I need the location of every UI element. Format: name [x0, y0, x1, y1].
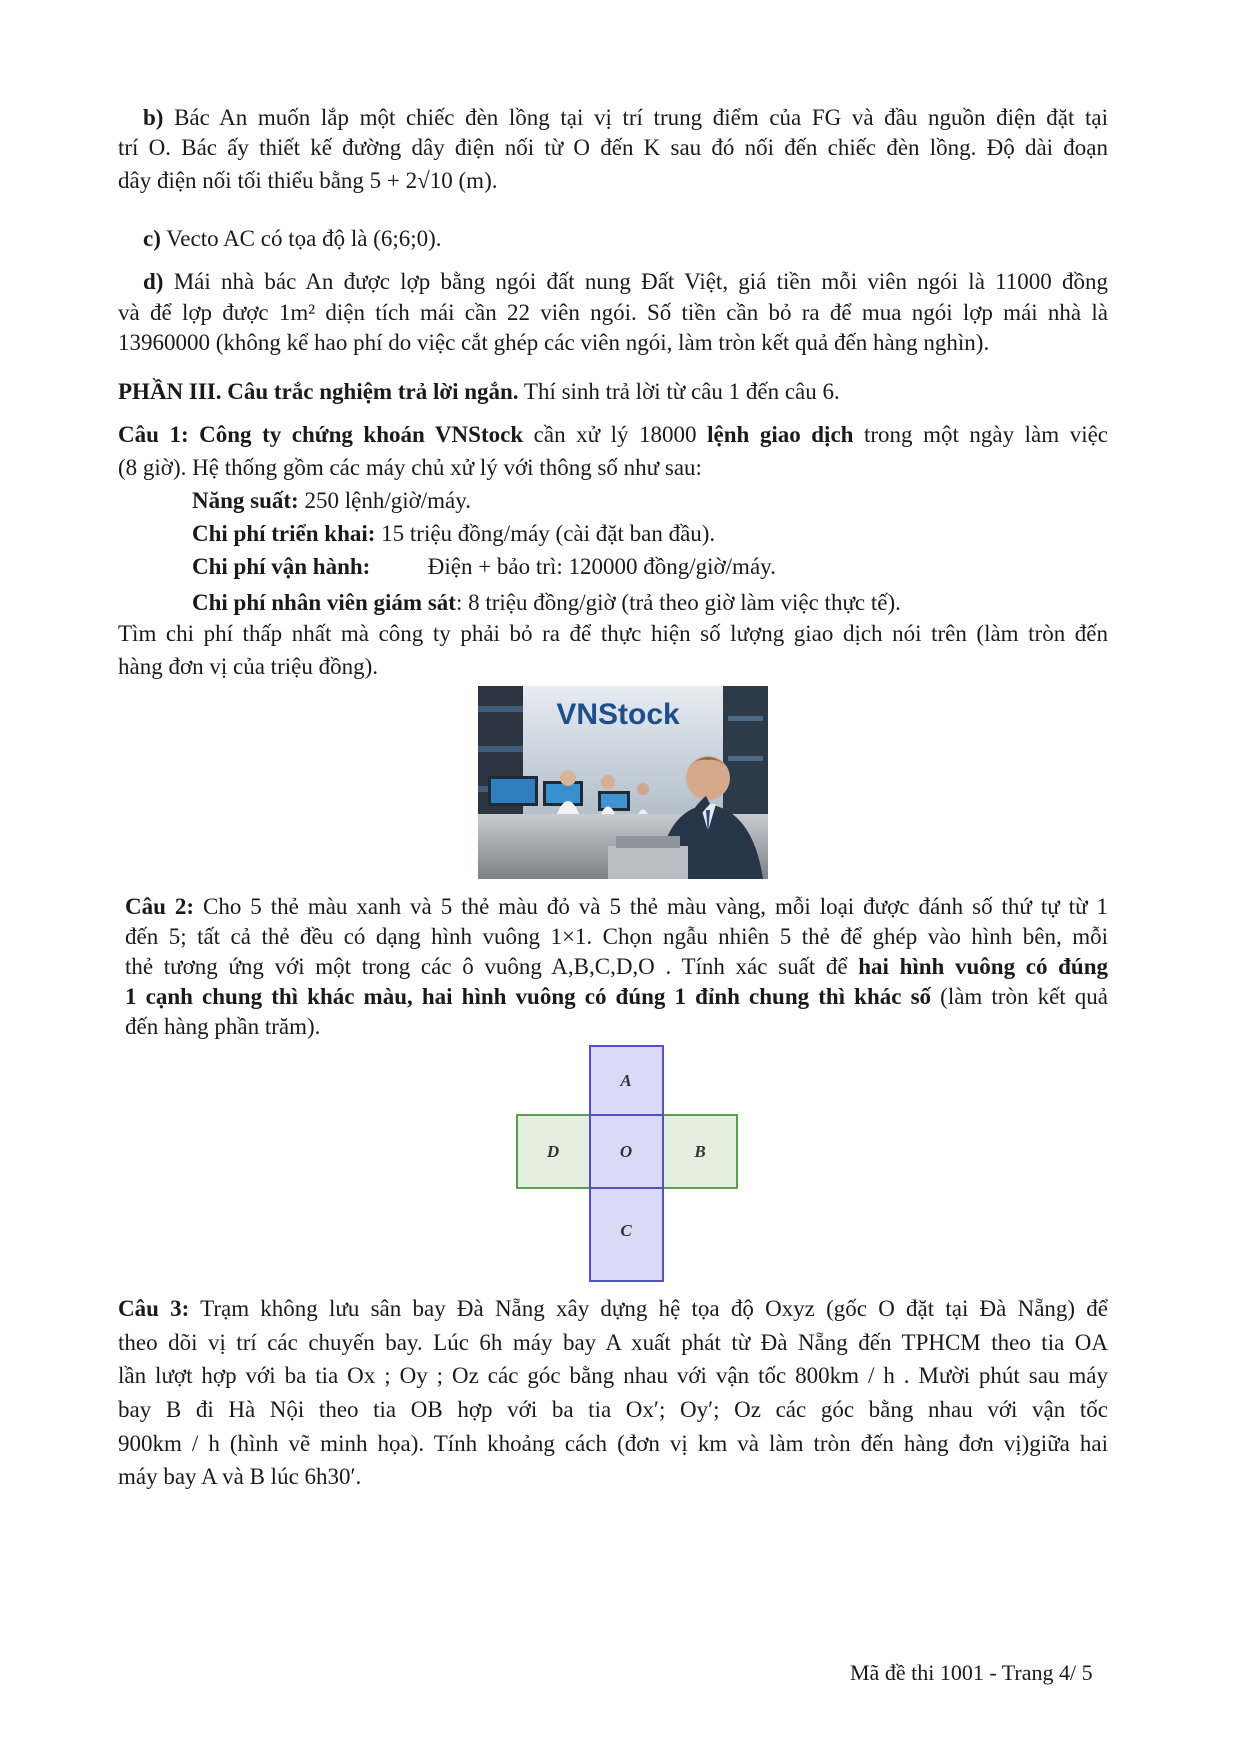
q1-text-c: trong một ngày làm việc — [864, 422, 1109, 447]
q3-line-5: 900km / h (hình vẽ minh họa). Tính khoảng cách (đơn vị km và làm tròn đến hàng đơn vị)giữa hai — [118, 1431, 1108, 1456]
q3-text-1: Trạm không lưu sân bay Đà Nẵng xây dựng hệ tọa độ Oxyz (gốc O đặt tại Đà Nẵng) để — [200, 1296, 1108, 1321]
q2-line-2: đến 5; tất cả thẻ đều có dạng hình vuông 1×1. Chọn ngẫu nhiên 5 thẻ để ghép vào hình bên, mỗi — [125, 924, 1108, 949]
q3-line-4: bay B đi Hà Nội theo tia OB hợp với ba tia Ox′; Oy′; Oz các góc bằng nhau với vận tốc — [118, 1397, 1108, 1422]
q2-text-3a: thẻ tương ứng với một trong các ô vuông A,B,C,D,O . Tính xác suất để — [125, 954, 848, 979]
q1-ask-2: hàng đơn vị của triệu đồng). — [118, 654, 378, 679]
q2-line-1 — [125, 890, 1108, 923]
q2-line-4 — [125, 980, 1108, 1013]
q2-text-1: Cho 5 thẻ màu xanh và 5 thẻ màu đỏ và 5 thẻ màu vàng, mỗi loại được đánh số thứ tự từ 1 — [203, 894, 1109, 919]
q1-spec-3-label: Chi phí vận hành: — [192, 554, 371, 579]
q1-spec-4-label: Chi phí nhân viên giám sát — [192, 590, 456, 615]
vnstock-office-photo — [478, 686, 768, 879]
cell-b-label: B — [694, 1142, 706, 1161]
part-b-text-1: Bác An muốn lắp một chiếc đèn lồng tại vị trí trung điểm của FG và đầu nguồn điện đặt tại — [174, 105, 1108, 130]
q2-label: Câu 2: — [125, 894, 195, 919]
q1-spec-4 — [192, 586, 901, 619]
part3-instruction: Thí sinh trả lời từ câu 1 đến câu 6. — [523, 379, 840, 404]
part-b-line-2: trí O. Bác ấy thiết kế đường dây điện nối từ O đến K sau đó nối đến chiếc đèn lồng. Độ dài đoạn — [118, 135, 1108, 160]
part-b-line-1 — [143, 101, 1108, 134]
part-d-line-3: 13960000 (không kể hao phí do việc cắt ghép các viên ngói, làm tròn kết quả đến hàng nghìn). — [118, 330, 990, 355]
office-scene-illustration — [478, 686, 768, 879]
q1-label: Câu 1: — [118, 422, 189, 447]
part3-heading: PHẦN III. Câu trắc nghiệm trả lời ngắn. — [118, 379, 519, 404]
q2-line-5: đến hàng phần trăm). — [125, 1014, 321, 1039]
q1-spec-2-label: Chi phí triển khai: — [192, 521, 376, 546]
part3-heading-line — [118, 375, 840, 408]
cell-d-label: D — [546, 1142, 560, 1161]
q3-line-1 — [118, 1292, 1108, 1325]
q1-bold-b: lệnh giao dịch — [707, 422, 854, 447]
part-c-text: Vecto AC có tọa độ là (6;6;0). — [166, 226, 442, 251]
vnstock-wall-sign: VNStock — [556, 698, 680, 731]
part-b-line-3: dây điện nối tối thiểu bằng 5 + 2√10 (m). — [118, 168, 498, 193]
part-d-line-2: và để lợp được 1m² diện tích mái cần 22 viên ngói. Số tiền cần bỏ ra để mua ngói lợp mái nhà là — [118, 300, 1108, 325]
q1-spec-2-value: 15 triệu đồng/máy (cài đặt ban đầu). — [381, 521, 716, 546]
q1-company: Công ty chứng khoán VNStock — [199, 422, 524, 447]
part-c-label: c) — [143, 226, 161, 251]
part-d-text-1: Mái nhà bác An được lợp bằng ngói đất nung Đất Việt, giá tiền mỗi viên ngói là 11000 đồng — [173, 269, 1109, 294]
q2-text-3b: hai hình vuông có đúng — [858, 954, 1108, 979]
q1-text-a: cần xử lý 18000 — [533, 422, 697, 447]
q3-line-3: lần lượt hợp với ba tia Ox ; Oy ; Oz các góc bằng nhau với vận tốc 800km / h . Mười phút sau máy — [118, 1363, 1108, 1388]
q2-text-4c: (làm tròn kết quả — [940, 984, 1108, 1009]
q3-line-2: theo dõi vị trí các chuyến bay. Lúc 6h máy bay A xuất phát từ Đà Nẵng đến TPHCM theo tia OA — [118, 1330, 1108, 1355]
cell-c-label: C — [620, 1221, 632, 1240]
part-c-line — [143, 222, 442, 255]
page-footer: Mã đề thi 1001 - Trang 4/ 5 — [850, 1660, 1093, 1685]
q1-ask-1: Tìm chi phí thấp nhất mà công ty phải bỏ ra để thực hiện số lượng giao dịch nói trên (làm tròn đến — [118, 621, 1108, 646]
part-b-label: b) — [143, 105, 164, 130]
q3-label: Câu 3: — [118, 1296, 190, 1321]
q2-line-3 — [125, 950, 1108, 983]
cross-grid-figure — [512, 1044, 742, 1284]
q3-line-6: máy bay A và B lúc 6h30′. — [118, 1464, 362, 1489]
q1-spec-1 — [192, 484, 471, 517]
q1-spec-3-value: Điện + bảo trì: 120000 đồng/giờ/máy. — [427, 554, 776, 579]
q1-spec-4-value: : 8 triệu đồng/giờ (trả theo giờ làm việc thực tế). — [455, 590, 901, 615]
part-d-label: d) — [143, 269, 164, 294]
cell-a-label: A — [620, 1071, 632, 1090]
part-d-line-1 — [143, 265, 1108, 298]
q1-spec-3 — [192, 550, 776, 583]
q1-spec-2 — [192, 517, 715, 550]
q1-spec-1-label: Năng suất: — [192, 488, 299, 513]
q1-spec-1-value: 250 lệnh/giờ/máy. — [304, 488, 472, 513]
cell-o-label: O — [619, 1142, 633, 1161]
q1-line-2: (8 giờ). Hệ thống gồm các máy chủ xử lý với thông số như sau: — [118, 455, 702, 480]
q2-text-4b: 1 cạnh chung thì khác màu, hai hình vuông có đúng 1 đỉnh chung thì khác số — [125, 984, 932, 1009]
q1-line-1 — [118, 418, 1108, 451]
